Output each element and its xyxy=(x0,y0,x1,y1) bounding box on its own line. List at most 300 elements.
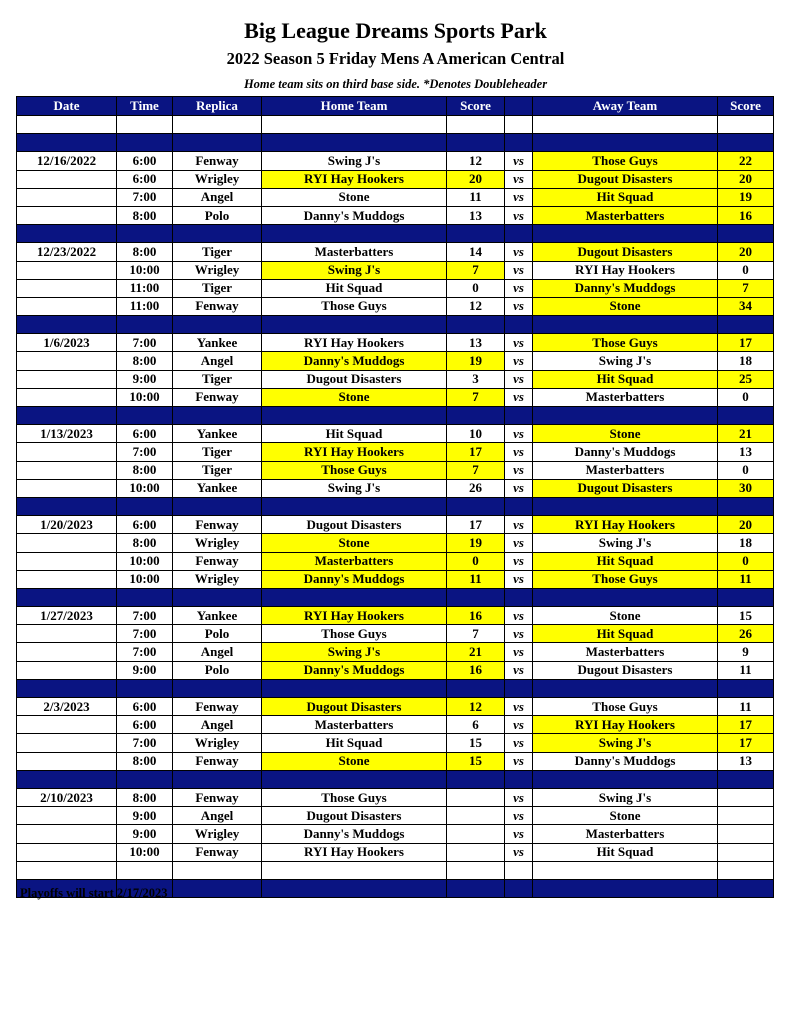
away-score-cell: 13 xyxy=(718,752,774,770)
separator-cell xyxy=(447,316,505,334)
replica-cell: Wrigley xyxy=(173,170,262,188)
away-score-cell: 18 xyxy=(718,534,774,552)
replica-cell: Tiger xyxy=(173,370,262,388)
separator-cell xyxy=(533,497,718,515)
vs-cell: vs xyxy=(505,243,533,261)
replica-cell: Angel xyxy=(173,807,262,825)
blank-cell xyxy=(718,116,774,134)
time-cell: 7:00 xyxy=(117,625,173,643)
separator-cell xyxy=(533,407,718,425)
time-cell: 11:00 xyxy=(117,279,173,297)
home-team-cell: Stone xyxy=(262,534,447,552)
home-team-cell: Swing J's xyxy=(262,643,447,661)
replica-cell: Fenway xyxy=(173,843,262,861)
home-score-cell: 17 xyxy=(447,516,505,534)
separator-cell xyxy=(17,407,117,425)
date-cell: 12/16/2022 xyxy=(17,152,117,170)
vs-cell: vs xyxy=(505,370,533,388)
date-cell xyxy=(17,552,117,570)
page-subtitle: 2022 Season 5 Friday Mens A American Central xyxy=(226,49,565,68)
away-team-cell: Swing J's xyxy=(533,352,718,370)
separator-cell xyxy=(718,134,774,152)
game-row xyxy=(17,388,774,406)
vs-cell: vs xyxy=(505,807,533,825)
time-cell: 7:00 xyxy=(117,734,173,752)
home-score-cell: 19 xyxy=(447,534,505,552)
away-team-cell: Danny's Muddogs xyxy=(533,752,718,770)
replica-cell: Tiger xyxy=(173,279,262,297)
separator-cell xyxy=(173,588,262,606)
game-row xyxy=(17,479,774,497)
separator-cell xyxy=(117,679,173,697)
game-row xyxy=(17,625,774,643)
time-cell: 6:00 xyxy=(117,425,173,443)
home-team-cell: Masterbatters xyxy=(262,716,447,734)
separator-cell xyxy=(447,225,505,243)
time-cell: 7:00 xyxy=(117,643,173,661)
away-score-cell: 15 xyxy=(718,607,774,625)
time-cell: 7:00 xyxy=(117,188,173,206)
blank-cell xyxy=(262,861,447,879)
home-score-cell: 16 xyxy=(447,607,505,625)
vs-cell: vs xyxy=(505,570,533,588)
away-team-cell: Those Guys xyxy=(533,698,718,716)
home-team-cell: Dugout Disasters xyxy=(262,698,447,716)
away-score-cell: 0 xyxy=(718,461,774,479)
separator-cell xyxy=(262,134,447,152)
replica-cell: Fenway xyxy=(173,516,262,534)
away-team-cell: Those Guys xyxy=(533,152,718,170)
replica-cell: Yankee xyxy=(173,607,262,625)
home-team-cell: Swing J's xyxy=(262,152,447,170)
separator-cell xyxy=(173,316,262,334)
vs-cell: vs xyxy=(505,734,533,752)
time-cell: 9:00 xyxy=(117,661,173,679)
separator-cell xyxy=(173,770,262,788)
separator-cell xyxy=(173,679,262,697)
separator-cell xyxy=(533,588,718,606)
away-score-cell: 0 xyxy=(718,261,774,279)
blank-cell xyxy=(533,861,718,879)
separator-cell xyxy=(262,407,447,425)
vs-cell: vs xyxy=(505,443,533,461)
separator-cell xyxy=(718,225,774,243)
date-cell xyxy=(17,825,117,843)
header-home-score: Score xyxy=(447,97,505,116)
blank-cell xyxy=(173,116,262,134)
home-team-cell: Danny's Muddogs xyxy=(262,206,447,224)
game-row xyxy=(17,334,774,352)
away-score-cell: 25 xyxy=(718,370,774,388)
away-team-cell: RYI Hay Hookers xyxy=(533,261,718,279)
separator-cell xyxy=(718,316,774,334)
game-row xyxy=(17,825,774,843)
vs-cell: vs xyxy=(505,716,533,734)
vs-cell: vs xyxy=(505,843,533,861)
separator-cell xyxy=(262,679,447,697)
replica-cell: Fenway xyxy=(173,152,262,170)
away-score-cell: 7 xyxy=(718,279,774,297)
away-team-cell: Stone xyxy=(533,807,718,825)
time-cell: 10:00 xyxy=(117,479,173,497)
away-score-cell: 0 xyxy=(718,388,774,406)
separator-cell xyxy=(262,225,447,243)
date-cell xyxy=(17,534,117,552)
vs-cell: vs xyxy=(505,516,533,534)
separator-cell xyxy=(718,879,774,897)
blank-cell xyxy=(447,861,505,879)
separator-cell xyxy=(718,770,774,788)
replica-cell: Fenway xyxy=(173,698,262,716)
away-team-cell: Those Guys xyxy=(533,334,718,352)
home-score-cell: 19 xyxy=(447,352,505,370)
replica-cell: Angel xyxy=(173,716,262,734)
home-score-cell: 17 xyxy=(447,443,505,461)
home-team-cell: RYI Hay Hookers xyxy=(262,607,447,625)
home-score-cell: 12 xyxy=(447,152,505,170)
home-team-cell: Danny's Muddogs xyxy=(262,661,447,679)
away-team-cell: Dugout Disasters xyxy=(533,243,718,261)
date-cell: 2/3/2023 xyxy=(17,698,117,716)
separator-cell xyxy=(262,588,447,606)
home-score-cell: 12 xyxy=(447,297,505,315)
away-score-cell: 11 xyxy=(718,661,774,679)
game-row xyxy=(17,261,774,279)
replica-cell: Fenway xyxy=(173,297,262,315)
date-cell xyxy=(17,479,117,497)
blank-row xyxy=(17,116,774,134)
page-title: Big League Dreams Sports Park xyxy=(244,18,547,43)
separator-cell xyxy=(262,316,447,334)
time-cell: 8:00 xyxy=(117,206,173,224)
home-score-cell: 15 xyxy=(447,734,505,752)
separator-cell xyxy=(173,407,262,425)
vs-cell: vs xyxy=(505,625,533,643)
date-cell xyxy=(17,661,117,679)
time-cell: 6:00 xyxy=(117,152,173,170)
replica-cell: Yankee xyxy=(173,479,262,497)
header-vs xyxy=(505,97,533,116)
away-team-cell: Danny's Muddogs xyxy=(533,279,718,297)
away-score-cell xyxy=(718,788,774,806)
away-score-cell: 11 xyxy=(718,698,774,716)
separator-cell xyxy=(173,225,262,243)
vs-cell: vs xyxy=(505,643,533,661)
separator-cell xyxy=(447,679,505,697)
away-team-cell: Danny's Muddogs xyxy=(533,443,718,461)
separator-row xyxy=(17,679,774,697)
replica-cell: Fenway xyxy=(173,552,262,570)
home-team-cell: Danny's Muddogs xyxy=(262,570,447,588)
date-cell xyxy=(17,625,117,643)
date-cell xyxy=(17,206,117,224)
separator-cell xyxy=(505,497,533,515)
game-row xyxy=(17,607,774,625)
replica-cell: Yankee xyxy=(173,425,262,443)
schedule-table xyxy=(16,96,774,898)
separator-cell xyxy=(447,407,505,425)
date-cell xyxy=(17,370,117,388)
home-score-cell xyxy=(447,788,505,806)
away-score-cell: 17 xyxy=(718,734,774,752)
separator-cell xyxy=(173,879,262,897)
home-team-cell: Hit Squad xyxy=(262,425,447,443)
date-cell xyxy=(17,279,117,297)
date-cell xyxy=(17,352,117,370)
time-cell: 6:00 xyxy=(117,698,173,716)
home-score-cell: 15 xyxy=(447,752,505,770)
home-team-cell: Hit Squad xyxy=(262,734,447,752)
vs-cell: vs xyxy=(505,479,533,497)
blank-cell xyxy=(447,116,505,134)
game-row xyxy=(17,534,774,552)
replica-cell: Angel xyxy=(173,188,262,206)
separator-cell xyxy=(447,497,505,515)
separator-cell xyxy=(447,879,505,897)
home-score-cell: 11 xyxy=(447,570,505,588)
date-cell: 1/27/2023 xyxy=(17,607,117,625)
game-row xyxy=(17,698,774,716)
replica-cell: Polo xyxy=(173,206,262,224)
replica-cell: Polo xyxy=(173,661,262,679)
date-cell: 12/23/2022 xyxy=(17,243,117,261)
home-team-cell: RYI Hay Hookers xyxy=(262,443,447,461)
time-cell: 9:00 xyxy=(117,370,173,388)
home-team-cell: Hit Squad xyxy=(262,279,447,297)
away-team-cell: Hit Squad xyxy=(533,552,718,570)
separator-cell xyxy=(533,679,718,697)
separator-cell xyxy=(718,679,774,697)
home-score-cell: 14 xyxy=(447,243,505,261)
blank-cell xyxy=(262,116,447,134)
away-score-cell: 13 xyxy=(718,443,774,461)
game-row xyxy=(17,188,774,206)
time-cell: 8:00 xyxy=(117,788,173,806)
vs-cell: vs xyxy=(505,152,533,170)
game-row xyxy=(17,297,774,315)
away-team-cell: Dugout Disasters xyxy=(533,170,718,188)
separator-cell xyxy=(505,770,533,788)
replica-cell: Polo xyxy=(173,625,262,643)
home-team-cell: Those Guys xyxy=(262,297,447,315)
time-cell: 10:00 xyxy=(117,843,173,861)
vs-cell: vs xyxy=(505,788,533,806)
separator-cell xyxy=(505,879,533,897)
vs-cell: vs xyxy=(505,334,533,352)
separator-cell xyxy=(718,588,774,606)
game-row xyxy=(17,661,774,679)
away-team-cell: Masterbatters xyxy=(533,388,718,406)
date-cell xyxy=(17,807,117,825)
home-score-cell xyxy=(447,825,505,843)
away-score-cell: 11 xyxy=(718,570,774,588)
vs-cell: vs xyxy=(505,261,533,279)
separator-row xyxy=(17,225,774,243)
game-row xyxy=(17,843,774,861)
replica-cell: Tiger xyxy=(173,243,262,261)
separator-cell xyxy=(17,316,117,334)
home-team-cell: Masterbatters xyxy=(262,243,447,261)
separator-cell xyxy=(17,679,117,697)
time-cell: 6:00 xyxy=(117,516,173,534)
game-row xyxy=(17,552,774,570)
home-team-cell: Swing J's xyxy=(262,261,447,279)
home-team-cell: RYI Hay Hookers xyxy=(262,334,447,352)
time-cell: 6:00 xyxy=(117,716,173,734)
replica-cell: Fenway xyxy=(173,788,262,806)
home-score-cell: 13 xyxy=(447,206,505,224)
time-cell: 10:00 xyxy=(117,388,173,406)
separator-cell xyxy=(447,770,505,788)
time-cell: 11:00 xyxy=(117,297,173,315)
vs-cell: vs xyxy=(505,552,533,570)
away-score-cell: 16 xyxy=(718,206,774,224)
vs-cell: vs xyxy=(505,188,533,206)
date-cell: 2/10/2023 xyxy=(17,788,117,806)
date-cell xyxy=(17,643,117,661)
separator-cell xyxy=(117,770,173,788)
replica-cell: Wrigley xyxy=(173,825,262,843)
time-cell: 10:00 xyxy=(117,570,173,588)
separator-cell xyxy=(533,316,718,334)
replica-cell: Angel xyxy=(173,643,262,661)
home-score-cell: 20 xyxy=(447,170,505,188)
date-cell xyxy=(17,170,117,188)
home-team-cell: Stone xyxy=(262,752,447,770)
away-score-cell: 34 xyxy=(718,297,774,315)
vs-cell: vs xyxy=(505,352,533,370)
home-score-cell xyxy=(447,843,505,861)
away-score-cell xyxy=(718,825,774,843)
home-score-cell: 7 xyxy=(447,388,505,406)
time-cell: 7:00 xyxy=(117,334,173,352)
away-team-cell: Dugout Disasters xyxy=(533,661,718,679)
separator-cell xyxy=(447,588,505,606)
time-cell: 9:00 xyxy=(117,807,173,825)
date-cell: 1/20/2023 xyxy=(17,516,117,534)
away-score-cell: 18 xyxy=(718,352,774,370)
game-row xyxy=(17,752,774,770)
blank-row xyxy=(17,861,774,879)
replica-cell: Wrigley xyxy=(173,570,262,588)
away-score-cell: 17 xyxy=(718,334,774,352)
vs-cell: vs xyxy=(505,170,533,188)
away-score-cell: 0 xyxy=(718,552,774,570)
away-team-cell: Swing J's xyxy=(533,734,718,752)
home-score-cell: 12 xyxy=(447,698,505,716)
separator-cell xyxy=(505,407,533,425)
game-row xyxy=(17,170,774,188)
separator-cell xyxy=(505,316,533,334)
separator-cell xyxy=(505,225,533,243)
game-row xyxy=(17,643,774,661)
separator-cell xyxy=(505,134,533,152)
away-score-cell: 17 xyxy=(718,716,774,734)
game-row xyxy=(17,461,774,479)
vs-cell: vs xyxy=(505,388,533,406)
separator-cell xyxy=(117,588,173,606)
away-score-cell xyxy=(718,843,774,861)
date-cell xyxy=(17,188,117,206)
separator-row xyxy=(17,134,774,152)
time-cell: 8:00 xyxy=(117,243,173,261)
game-row xyxy=(17,570,774,588)
game-row xyxy=(17,716,774,734)
separator-cell xyxy=(17,134,117,152)
date-cell xyxy=(17,261,117,279)
date-cell: 1/6/2023 xyxy=(17,334,117,352)
home-score-cell: 21 xyxy=(447,643,505,661)
game-row xyxy=(17,788,774,806)
home-team-cell: Dugout Disasters xyxy=(262,516,447,534)
date-cell: 1/13/2023 xyxy=(17,425,117,443)
away-team-cell: RYI Hay Hookers xyxy=(533,716,718,734)
game-row xyxy=(17,443,774,461)
away-score-cell: 20 xyxy=(718,516,774,534)
separator-cell xyxy=(718,497,774,515)
game-row xyxy=(17,279,774,297)
blank-cell xyxy=(505,861,533,879)
blank-cell xyxy=(17,861,117,879)
vs-cell: vs xyxy=(505,297,533,315)
schedule-body xyxy=(17,116,774,898)
home-score-cell: 7 xyxy=(447,261,505,279)
separator-cell xyxy=(117,134,173,152)
home-score-cell: 0 xyxy=(447,552,505,570)
vs-cell: vs xyxy=(505,279,533,297)
home-team-cell: Stone xyxy=(262,188,447,206)
separator-row xyxy=(17,407,774,425)
separator-cell xyxy=(117,225,173,243)
date-cell xyxy=(17,461,117,479)
away-score-cell: 20 xyxy=(718,170,774,188)
vs-cell: vs xyxy=(505,534,533,552)
blank-cell xyxy=(117,116,173,134)
header-time: Time xyxy=(117,97,173,116)
date-cell xyxy=(17,843,117,861)
home-team-cell: Those Guys xyxy=(262,788,447,806)
home-team-cell: Those Guys xyxy=(262,461,447,479)
away-team-cell: Swing J's xyxy=(533,534,718,552)
home-team-cell: Stone xyxy=(262,388,447,406)
date-cell xyxy=(17,297,117,315)
separator-cell xyxy=(262,879,447,897)
header-date: Date xyxy=(17,97,117,116)
away-team-cell: Hit Squad xyxy=(533,370,718,388)
blank-cell xyxy=(718,861,774,879)
away-team-cell: Stone xyxy=(533,425,718,443)
home-team-cell: Dugout Disasters xyxy=(262,807,447,825)
separator-cell xyxy=(718,407,774,425)
date-cell xyxy=(17,734,117,752)
separator-cell xyxy=(533,134,718,152)
replica-cell: Wrigley xyxy=(173,534,262,552)
away-team-cell: Hit Squad xyxy=(533,843,718,861)
separator-cell xyxy=(447,134,505,152)
home-score-cell: 13 xyxy=(447,334,505,352)
playoffs-note: Playoffs will start 2/17/2023 xyxy=(20,886,168,900)
away-score-cell: 30 xyxy=(718,479,774,497)
header-home-team: Home Team xyxy=(262,97,447,116)
separator-cell xyxy=(173,497,262,515)
away-team-cell: Masterbatters xyxy=(533,825,718,843)
header-replica: Replica xyxy=(173,97,262,116)
home-score-cell: 7 xyxy=(447,625,505,643)
vs-cell: vs xyxy=(505,607,533,625)
away-team-cell: Masterbatters xyxy=(533,206,718,224)
separator-cell xyxy=(533,225,718,243)
replica-cell: Fenway xyxy=(173,388,262,406)
